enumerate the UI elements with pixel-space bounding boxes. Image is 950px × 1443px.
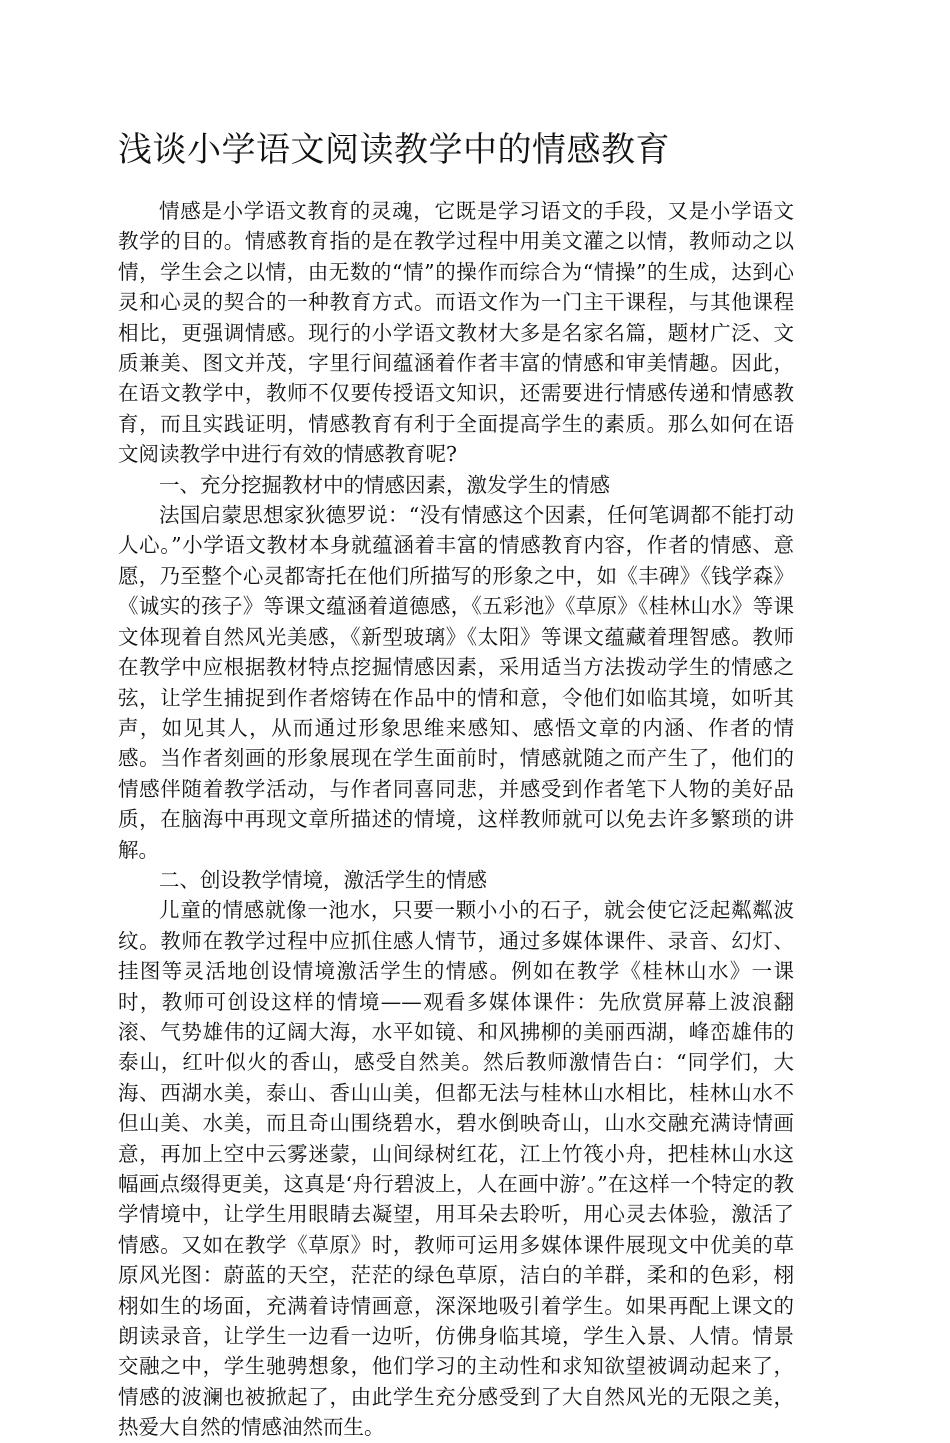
paragraph-intro: 情感是小学语文教育的灵魂，它既是学习语文的手段，又是小学语文教学的目的。情感教育指的是在教学过程中用美文灌之以情，教师动之以情，学生会之以情，由无数的“情”的操作而综合为“情操”的生成，达到心灵和心灵的契合的一种教育方式。而语文作为一门主干课程，与其他课程相比，更强调情感。现行的小学语文教材大多是名家名篇，题材广泛、文质兼美、图文并茂，字里行间蕴涵着作者丰富的情感和审美情趣。因此，在语文教学中，教师不仅要传授语文知识，还需要进行情感传递和情感教育，而且实践证明，情感教育有利于全面提高学生的素质。那么如何在语文阅读教学中进行有效的情感教育呢? — [118, 199, 794, 467]
paragraph-section-1: 法国启蒙思想家狄德罗说：“没有情感这个因素，任何笔调都不能打动人心。”小学语文教材本身就蕴涵着丰富的情感教育内容，作者的情感、意愿，乃至整个心灵都寄托在他们所描写的形象之中，如《丰碑》《钱学森》《诚实的孩子》等课文蕴涵着道德感，《五彩池》《草原》《桂林山水》等课文体现着自然风光美感，《新型玻璃》《太阳》等课文蕴藏着理智感。教师在教学中应根据教材特点挖掘情感因素，采用适当方法拨动学生的情感之弦，让学生捕捉到作者熔铸在作品中的情和意，令他们如临其境，如听其声，如见其人，从而通过形象思维来感知、感悟文章的内涵、作者的情感。当作者刻画的形象展现在学生面前时，情感就随之而产生了，他们的情感伴随着教学活动，与作者同喜同悲，并感受到作者笔下人物的美好品质，在脑海中再现文章所描述的情境，这样教师就可以免去许多繁琐的讲解。 — [118, 503, 794, 862]
section-heading-2: 二、创设教学情境，激活学生的情感 — [159, 867, 487, 892]
document-title: 浅谈小学语文阅读教学中的情感教育 — [118, 130, 670, 170]
document-body — [118, 196, 794, 1443]
paragraph-section-2: 儿童的情感就像一池水，只要一颗小小的石子，就会使它泛起粼粼波纹。教师在教学过程中应抓住感人情节，通过多媒体课件、录音、幻灯、挂图等灵活地创设情境激活学生的情感。例如在教学《桂林山水》一课时，教师可创设这样的情境——观看多媒体课件：先欣赏屏幕上波浪翻滚、气势雄伟的辽阔大海，水平如镜、和风拂柳的美丽西湖，峰峦雄伟的泰山，红叶似火的香山，感受自然美。然后教师激情告白：“同学们，大海、西湖水美，泰山、香山山美，但都无法与桂林山水相比，桂林山水不但山美、水美，而且奇山围绕碧水，碧水倒映奇山，山水交融充满诗情画意，再加上空中云雾迷蒙，山间绿树红花，江上竹筏小舟，把桂林山水这幅画点缀得更美，这真是‘舟行碧波上，人在画中游’。”在这样一个特定的教学情境中，让学生用眼睛去凝望，用耳朵去聆听，用心灵去体验，激活了情感。又如在教学《草原》时，教师可运用多媒体课件展现文中优美的草原风光图：蔚蓝的天空，茫茫的绿色草原，洁白的羊群，柔和的色彩，栩栩如生的场面，充满着诗情画意，深深地吸引着学生。如果再配上课文的朗读录音，让学生一边看一边听，仿佛身临其境，学生入景、人情。情景交融之中，学生驰骋想象，他们学习的主动性和求知欲望被调动起来了，情感的波澜也被掀起了，由此学生充分感受到了大自然风光的无限之美，热爱大自然的情感油然而生。 — [118, 898, 794, 1440]
section-heading-1: 一、充分挖掘教材中的情感因素，激发学生的情感 — [159, 472, 610, 497]
